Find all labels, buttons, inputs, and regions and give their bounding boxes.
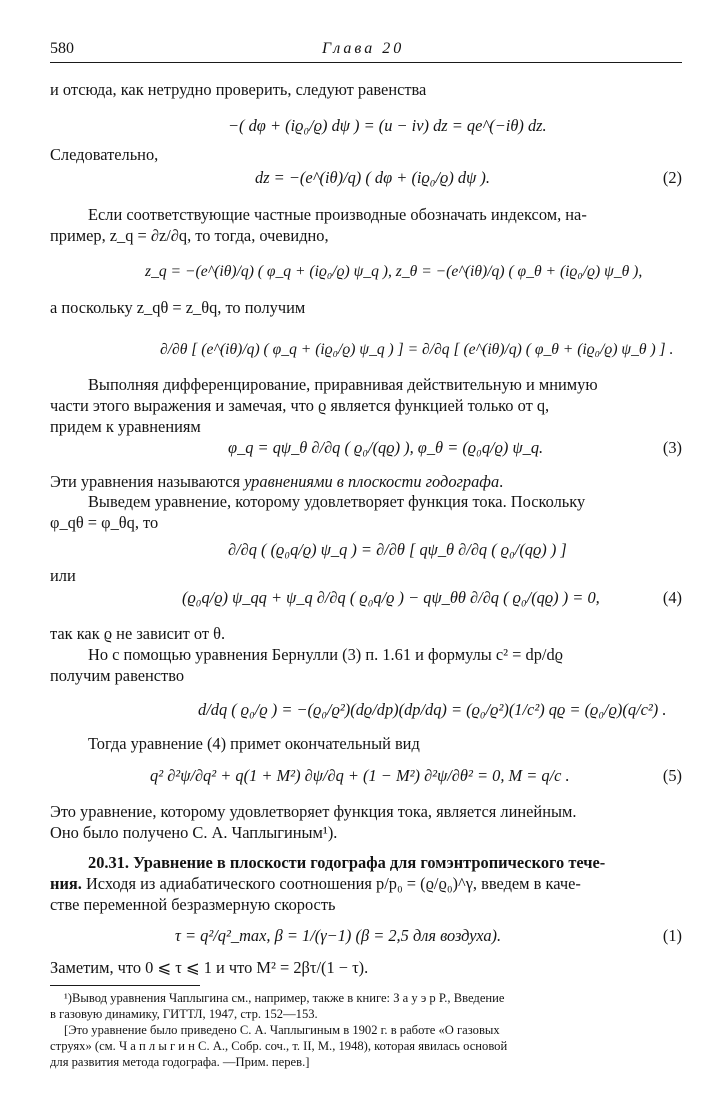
equation-2: dz = −(e^(iθ)/q) ( dφ + (iϱ₀/ϱ) dψ ).: [255, 168, 490, 187]
paragraph-2: а поскольку z_qθ = z_θq, то получим: [50, 298, 306, 317]
paragraph-4-end: .: [499, 472, 504, 491]
section-heading-end: ния.: [50, 874, 82, 893]
equation-3-number: (3): [662, 438, 682, 457]
equation-b: ∂/∂q ( (ϱ₀q/ϱ) ψ_q ) = ∂/∂θ [ qψ_θ ∂/∂q ( ϱ₀/(qϱ) ) ]: [228, 540, 567, 559]
paragraph-3-line-2: части этого выражения и замечая, что ϱ является функцией только от q,: [50, 396, 550, 415]
footnote-2-line-1: [Это уравнение было приведено С. А. Чаплыгиным в 1902 г. в работе «О газовых: [64, 1023, 500, 1037]
equation-4-number: (4): [662, 588, 682, 607]
paragraph-9-line-1: Это уравнение, которому удовлетворяет функция тока, является линейным.: [50, 802, 577, 821]
paragraph-1-line-2: пример, z_q = ∂z/∂q, то тогда, очевидно,: [50, 226, 329, 245]
paragraph-3-line-1: Выполняя дифференцирование, приравнивая действительную и мнимую: [88, 375, 598, 394]
equation-c: d/dq ( ϱ₀/ϱ ) = −(ϱ₀/ϱ²)(dϱ/dp)(dp/dq) = (ϱ₀/ϱ²)(1/c²) qϱ = (ϱ₀/ϱ)(q/c²) .: [198, 700, 667, 719]
paragraph-7-line-1: Но с помощью уравнения Бернулли (3) п. 1.61 и формулы c² = dp/dϱ: [88, 645, 563, 664]
chapter-title: Глава 20: [322, 40, 405, 57]
equation-a: −( dφ + (iϱ₀/ϱ) dψ ) = (u − iv) dz = qe^(−iθ) dz.: [228, 116, 547, 135]
footnote-1-line-2: в газовую динамику, ГИТТЛ, 1947, стр. 152—153.: [50, 1007, 318, 1021]
section-line-2: [50, 874, 581, 894]
paragraph-6: так как ϱ не зависит от θ.: [50, 624, 226, 643]
hodograph-term: уравнениями в плоскости годографа: [244, 472, 500, 491]
paragraph-1-line-1: Если соответствующие частные производные обозначать индексом, на-: [88, 205, 587, 224]
footnote-2-line-2: струях» (см. Ч а п л ы г и н С. А., Собр. соч., т. II, М., 1948), которая явилась основой: [50, 1039, 508, 1053]
footnote-2-line-3: для развития метода годографа. —Прим. перев.]: [50, 1055, 310, 1069]
equation-1-number: (1): [662, 926, 682, 945]
footnote-rule: [50, 985, 200, 986]
equation-1: τ = q²/q²_max, β = 1/(γ−1) (β = 2,5 для воздуха).: [175, 926, 502, 945]
or-word: или: [50, 566, 76, 585]
paragraph-10: Заметим, что 0 ⩽ τ ⩽ 1 и что M² = 2βτ/(1 − τ).: [50, 958, 369, 977]
paragraph-4-text: Эти уравнения называются: [50, 472, 245, 491]
paragraph-4: [50, 472, 503, 492]
equation-2-number: (2): [662, 168, 682, 187]
equation-mixed-derivatives: ∂/∂θ [ (e^(iθ)/q) ( φ_q + (iϱ₀/ϱ) ψ_q ) ] = ∂/∂q [ (e^(iθ)/q) ( φ_θ + (iϱ₀/ϱ) ψ_θ ) ] .: [160, 341, 674, 358]
intro-line: и отсюда, как нетрудно проверить, следуют равенства: [50, 80, 427, 99]
equation-5: q² ∂²ψ/∂q² + q(1 + M²) ∂ψ/∂q + (1 − M²) ∂²ψ/∂θ² = 0, M = q/c .: [150, 766, 570, 785]
paragraph-5-line-2: φ_qθ = φ_θq, то: [50, 513, 159, 532]
equation-5-number: (5): [662, 766, 682, 785]
equation-3: φ_q = qψ_θ ∂/∂q ( ϱ₀/(qϱ) ), φ_θ = (ϱ₀q/ϱ) ψ_q.: [228, 438, 544, 457]
section-heading: 20.31. Уравнение в плоскости годографа для гомэнтропического тече-: [88, 853, 606, 872]
paragraph-8: Тогда уравнение (4) примет окончательный вид: [88, 734, 420, 753]
page-number: 580: [50, 40, 74, 57]
header-rule: [50, 62, 682, 63]
footnote-1-line-1: ¹)Вывод уравнения Чаплыгина см., например, также в книге: З а у э р Р., Введение: [64, 991, 505, 1005]
section-line-3: стве переменной безразмерную скорость: [50, 895, 336, 914]
section-line-2-text: Исходя из адиабатического соотношения p/p₀ = (ϱ/ϱ₀)^γ, введем в каче-: [81, 874, 581, 893]
equation-4: (ϱ₀q/ϱ) ψ_qq + ψ_q ∂/∂q ( ϱ₀q/ϱ ) − qψ_θθ ∂/∂q ( ϱ₀/(qϱ) ) = 0,: [182, 588, 600, 607]
paragraph-5-line-1: Выведем уравнение, которому удовлетворяет функция тока. Поскольку: [88, 492, 586, 511]
equation-zq-ztheta: z_q = −(e^(iθ)/q) ( φ_q + (iϱ₀/ϱ) ψ_q ), z_θ = −(e^(iθ)/q) ( φ_θ + (iϱ₀/ϱ) ψ_θ ),: [145, 263, 643, 280]
therefore-line: Следовательно,: [50, 145, 159, 164]
paragraph-9-line-2: Оно было получено С. А. Чаплыгиным¹).: [50, 823, 338, 842]
paragraph-7-line-2: получим равенство: [50, 666, 185, 685]
paragraph-3-line-3: придем к уравнениям: [50, 417, 201, 436]
